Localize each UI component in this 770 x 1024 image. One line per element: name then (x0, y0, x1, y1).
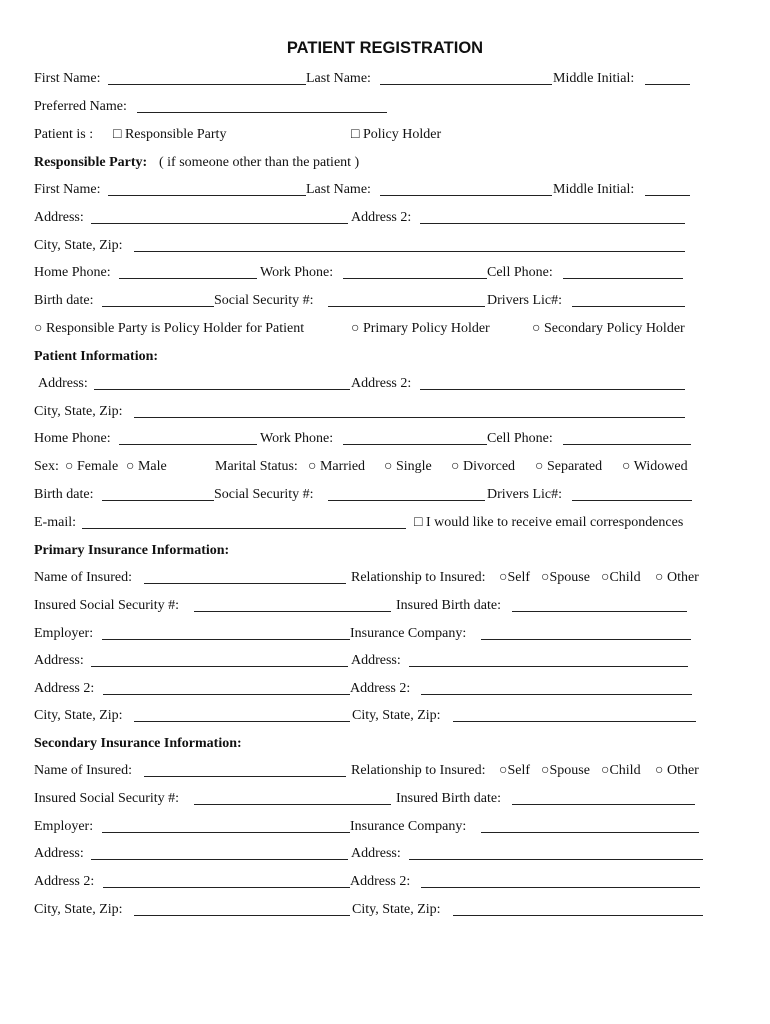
pi-city-label: City, State, Zip: (34, 404, 123, 419)
preferred-name-row (0, 98, 770, 118)
sec-employer-row (0, 818, 770, 838)
last-name-field[interactable] (380, 84, 552, 85)
rp-birth-date-field[interactable] (102, 306, 214, 307)
rp-drivers-field[interactable] (572, 306, 685, 307)
pi-separated-radio[interactable]: ○ Separated (535, 459, 603, 474)
pri-employer-address-field[interactable] (91, 666, 348, 667)
sec-rel-child-radio[interactable]: ○Child (601, 763, 641, 778)
pri-insured-ssn-field[interactable] (194, 611, 391, 612)
sec-insured-row (0, 762, 770, 782)
pi-birth-date-field[interactable] (102, 500, 214, 501)
patient-is-row (0, 126, 770, 146)
rp-name-row (0, 181, 770, 201)
rp-address-field[interactable] (91, 223, 348, 224)
pi-marital-label: Marital Status: (215, 459, 298, 474)
patient-name-row (0, 70, 770, 90)
pi-married-radio[interactable]: ○ Married (308, 459, 366, 474)
form-title: PATIENT REGISTRATION (286, 39, 484, 57)
responsible-party-checkbox[interactable]: □ Responsible Party (113, 127, 227, 142)
pri-address2-label-right: Address 2: (350, 681, 411, 696)
pi-address-label: Address: (38, 376, 88, 391)
patient-info-heading-row (0, 348, 770, 368)
pi-single-radio[interactable]: ○ Single (384, 459, 432, 474)
rp-cell-phone-field[interactable] (563, 278, 683, 279)
pi-city-row (0, 403, 770, 423)
pri-insured-name-field[interactable] (144, 583, 346, 584)
rp-work-phone-field[interactable] (343, 278, 487, 279)
pi-id-row (0, 486, 770, 506)
pi-sex-label: Sex: (34, 459, 59, 474)
sec-insured-ssn-field[interactable] (194, 804, 391, 805)
sec-employer-address2-field[interactable] (103, 887, 350, 888)
pri-company-label: Insurance Company: (350, 626, 467, 641)
rp-birth-date-label: Birth date: (34, 293, 94, 308)
pi-sex-male-radio[interactable]: ○ Male (126, 459, 167, 474)
sec-insured-birth-label: Insured Birth date: (396, 791, 501, 806)
sec-rel-other-radio[interactable]: ○ Other (655, 763, 699, 778)
sec-rel-spouse-radio[interactable]: ○Spouse (541, 763, 590, 778)
sec-insured-id-row (0, 790, 770, 810)
pri-address-label-right: Address: (351, 653, 401, 668)
pi-email-row (0, 514, 770, 534)
pi-email-opt-checkbox[interactable]: □ I would like to receive email correspondences (414, 515, 684, 530)
pri-address2-label-left: Address 2: (34, 681, 95, 696)
pri-insured-birth-field[interactable] (512, 611, 687, 612)
pri-relationship-label: Relationship to Insured: (351, 570, 486, 585)
sec-relationship-label: Relationship to Insured: (351, 763, 486, 778)
secondary-ins-heading-row (0, 735, 770, 755)
pri-employer-label: Employer: (34, 626, 94, 641)
pri-city-label-right: City, State, Zip: (352, 708, 441, 723)
pri-city-row (0, 707, 770, 727)
pri-employer-field[interactable] (102, 639, 350, 640)
responsible-party-heading: Responsible Party: (34, 155, 148, 170)
rp-secondary-policy-radio[interactable]: ○ Secondary Policy Holder (532, 321, 685, 336)
sec-city-row (0, 901, 770, 921)
sec-insured-birth-field[interactable] (512, 804, 695, 805)
sec-address-label-right: Address: (351, 846, 401, 861)
pi-cell-phone-field[interactable] (563, 444, 691, 445)
pi-address-field[interactable] (94, 389, 350, 390)
rp-ssn-label: Social Security #: (214, 293, 314, 308)
pri-address-row (0, 652, 770, 672)
pri-company-address2-field[interactable] (421, 694, 692, 695)
pri-city-label-left: City, State, Zip: (34, 708, 123, 723)
rp-id-row (0, 292, 770, 312)
pri-insured-birth-label: Insured Birth date: (396, 598, 501, 613)
pri-employer-row (0, 625, 770, 645)
sec-employer-field[interactable] (102, 832, 350, 833)
rp-first-name-label: First Name: (34, 182, 101, 197)
sec-employer-address-field[interactable] (91, 859, 348, 860)
sec-company-field[interactable] (481, 832, 699, 833)
sec-city-label-left: City, State, Zip: (34, 902, 123, 917)
pi-drivers-field[interactable] (572, 500, 692, 501)
pi-cell-phone-label: Cell Phone: (487, 431, 553, 446)
first-name-field[interactable] (108, 84, 306, 85)
pi-address2-label: Address 2: (351, 376, 412, 391)
pri-company-address-field[interactable] (409, 666, 688, 667)
responsible-party-note: ( if someone other than the patient ) (159, 155, 360, 170)
sec-address2-label-left: Address 2: (34, 874, 95, 889)
sec-address-label-left: Address: (34, 846, 84, 861)
sec-city-label-right: City, State, Zip: (352, 902, 441, 917)
pi-work-phone-label: Work Phone: (260, 431, 334, 446)
pri-insured-row (0, 569, 770, 589)
sec-employer-city-field[interactable] (134, 915, 350, 916)
sec-employer-label: Employer: (34, 819, 94, 834)
pri-address2-row (0, 680, 770, 700)
sec-address-row (0, 845, 770, 865)
sec-company-city-field[interactable] (453, 915, 703, 916)
sec-rel-self-radio[interactable]: ○Self (499, 763, 531, 778)
sec-insured-name-field[interactable] (144, 776, 346, 777)
secondary-ins-heading: Secondary Insurance Information: (34, 736, 242, 751)
preferred-name-field[interactable] (137, 112, 387, 113)
rp-middle-initial-label: Middle Initial: (553, 182, 635, 197)
primary-ins-heading: Primary Insurance Information: (34, 543, 230, 558)
sec-company-address2-field[interactable] (421, 887, 700, 888)
rp-policy-row (0, 320, 770, 340)
pri-insured-ssn-label: Insured Social Security #: (34, 598, 180, 613)
pi-work-phone-field[interactable] (343, 444, 487, 445)
pri-company-city-field[interactable] (453, 721, 696, 722)
pi-city-field[interactable] (134, 417, 685, 418)
sec-insured-name-label: Name of Insured: (34, 763, 132, 778)
rp-first-name-field[interactable] (108, 195, 306, 196)
patient-info-heading: Patient Information: (34, 349, 159, 364)
rp-home-phone-label: Home Phone: (34, 265, 111, 280)
primary-ins-heading-row (0, 542, 770, 562)
sec-company-address-field[interactable] (409, 859, 703, 860)
sec-insured-ssn-label: Insured Social Security #: (34, 791, 180, 806)
rp-phone-row (0, 264, 770, 284)
pi-phone-row (0, 430, 770, 450)
rp-city-row (0, 237, 770, 257)
rp-address2-field[interactable] (420, 223, 685, 224)
middle-initial-label: Middle Initial: (553, 71, 635, 86)
pi-widowed-radio[interactable]: ○ Widowed (622, 459, 688, 474)
rp-ssn-field[interactable] (328, 306, 485, 307)
middle-initial-field[interactable] (645, 84, 690, 85)
pri-rel-other-radio[interactable]: ○ Other (655, 570, 699, 585)
pi-ssn-field[interactable] (328, 500, 485, 501)
pi-email-label: E-mail: (34, 515, 76, 530)
pi-divorced-radio[interactable]: ○ Divorced (451, 459, 516, 474)
rp-last-name-field[interactable] (380, 195, 552, 196)
rp-city-field[interactable] (134, 251, 685, 252)
rp-city-label: City, State, Zip: (34, 238, 123, 253)
pi-address-row (0, 375, 770, 395)
last-name-label: Last Name: (306, 71, 371, 86)
rp-primary-policy-radio[interactable]: ○ Primary Policy Holder (351, 321, 490, 336)
pri-address-label-left: Address: (34, 653, 84, 668)
pi-sex-female-radio[interactable]: ○ Female (65, 459, 119, 474)
rp-address-row (0, 209, 770, 229)
pi-email-field[interactable] (82, 528, 406, 529)
first-name-label: First Name: (34, 71, 101, 86)
patient-is-label: Patient is : (34, 127, 94, 142)
pri-insured-name-label: Name of Insured: (34, 570, 132, 585)
sec-address2-label-right: Address 2: (350, 874, 411, 889)
rp-address-label: Address: (34, 210, 84, 225)
rp-same-policy-radio[interactable]: ○ Responsible Party is Policy Holder for Patient (34, 321, 305, 336)
pi-home-phone-field[interactable] (119, 444, 257, 445)
pri-rel-child-radio[interactable]: ○Child (601, 570, 641, 585)
preferred-name-label: Preferred Name: (34, 99, 127, 114)
pri-rel-spouse-radio[interactable]: ○Spouse (541, 570, 590, 585)
pi-ssn-label: Social Security #: (214, 487, 314, 502)
pri-employer-address2-field[interactable] (103, 694, 350, 695)
pi-sex-marital-row (0, 458, 770, 478)
pri-rel-self-radio[interactable]: ○Self (499, 570, 531, 585)
pi-birth-date-label: Birth date: (34, 487, 94, 502)
rp-work-phone-label: Work Phone: (260, 265, 334, 280)
sec-address2-row (0, 873, 770, 893)
pri-insured-id-row (0, 597, 770, 617)
policy-holder-checkbox[interactable]: □ Policy Holder (351, 127, 442, 142)
pri-employer-city-field[interactable] (134, 721, 350, 722)
rp-drivers-label: Drivers Lic#: (487, 293, 563, 308)
rp-middle-initial-field[interactable] (645, 195, 690, 196)
rp-address2-label: Address 2: (351, 210, 412, 225)
rp-last-name-label: Last Name: (306, 182, 371, 197)
rp-home-phone-field[interactable] (119, 278, 257, 279)
responsible-party-heading-row (0, 154, 770, 174)
rp-cell-phone-label: Cell Phone: (487, 265, 553, 280)
pi-address2-field[interactable] (420, 389, 685, 390)
sec-company-label: Insurance Company: (350, 819, 467, 834)
pi-home-phone-label: Home Phone: (34, 431, 111, 446)
pi-drivers-label: Drivers Lic#: (487, 487, 563, 502)
pri-company-field[interactable] (481, 639, 691, 640)
